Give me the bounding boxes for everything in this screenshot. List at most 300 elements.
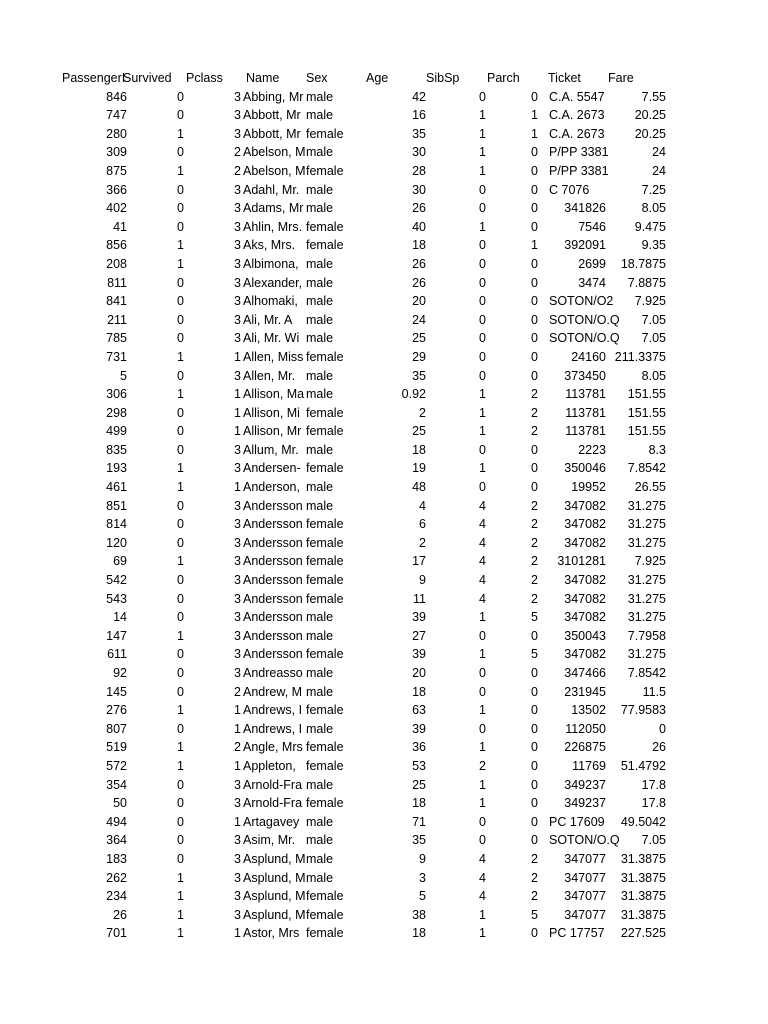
cell-ticket: 3101281 xyxy=(557,554,606,569)
cell-fare: 211.3375 xyxy=(614,349,666,364)
table-row xyxy=(0,701,768,720)
table-row xyxy=(0,125,768,144)
cell-survived: 0 xyxy=(177,535,184,550)
cell-sex: female xyxy=(306,647,344,662)
cell-name: Asplund, M xyxy=(243,870,306,885)
cell-age: 30 xyxy=(412,145,426,160)
cell-age: 35 xyxy=(412,126,426,141)
cell-passengerid: 183 xyxy=(106,851,127,866)
cell-age: 53 xyxy=(412,758,426,773)
cell-pclass: 1 xyxy=(234,814,241,829)
cell-sibsp: 1 xyxy=(479,926,486,941)
table-row xyxy=(0,218,768,237)
cell-sex: female xyxy=(306,535,344,550)
cell-name: Andersson xyxy=(243,517,303,532)
cell-ticket: 113781 xyxy=(565,405,606,420)
cell-sibsp: 0 xyxy=(479,89,486,104)
cell-parch: 2 xyxy=(531,554,538,569)
cell-survived: 1 xyxy=(177,758,184,773)
cell-age: 20 xyxy=(412,666,426,680)
cell-passengerid: 120 xyxy=(106,535,127,550)
cell-parch: 1 xyxy=(531,238,538,253)
cell-ticket: 347082 xyxy=(564,647,606,662)
cell-ticket: C.A. 2673 xyxy=(549,108,605,123)
cell-survived: 0 xyxy=(177,108,184,123)
cell-name: Allum, Mr. xyxy=(243,442,299,457)
cell-fare: 8.05 xyxy=(641,368,666,383)
cell-pclass: 1 xyxy=(234,480,241,495)
spreadsheet xyxy=(0,69,768,943)
cell-passengerid: 402 xyxy=(106,201,127,216)
cell-sex: male xyxy=(306,498,334,513)
table-row xyxy=(0,794,768,813)
cell-name: Adams, Mr xyxy=(243,201,304,216)
header-sibsp: SibSp xyxy=(426,71,460,85)
cell-ticket: P/PP 3381 xyxy=(549,163,609,178)
cell-parch: 0 xyxy=(531,666,538,680)
cell-ticket: PC 17609 xyxy=(549,814,605,829)
cell-pclass: 3 xyxy=(234,666,241,680)
cell-age: 20 xyxy=(412,294,426,309)
cell-ticket: 13502 xyxy=(571,703,606,718)
cell-age: 40 xyxy=(412,219,426,234)
cell-name: Adahl, Mr. xyxy=(243,182,300,197)
cell-parch: 2 xyxy=(531,851,538,866)
cell-name: Ali, Mr. A xyxy=(243,312,293,327)
cell-name: Arnold-Fra xyxy=(243,796,303,811)
cell-passengerid: 211 xyxy=(107,312,127,327)
cell-ticket: 347082 xyxy=(564,517,606,532)
cell-survived: 0 xyxy=(177,777,184,792)
cell-ticket: 392091 xyxy=(564,238,606,253)
cell-fare: 31.275 xyxy=(627,573,666,588)
cell-parch: 0 xyxy=(531,349,538,364)
cell-sex: male xyxy=(306,833,334,848)
cell-pclass: 3 xyxy=(234,219,241,234)
cell-age: 39 xyxy=(412,610,426,625)
cell-sibsp: 4 xyxy=(479,573,486,588)
cell-pclass: 3 xyxy=(234,238,241,253)
cell-sibsp: 0 xyxy=(479,331,486,346)
table-row xyxy=(0,590,768,609)
cell-sibsp: 1 xyxy=(479,126,486,141)
cell-sex: male xyxy=(306,275,334,290)
cell-sex: female xyxy=(306,461,344,476)
cell-sibsp: 0 xyxy=(479,833,486,848)
cell-pclass: 2 xyxy=(234,740,241,755)
cell-pclass: 3 xyxy=(234,535,241,550)
table-row xyxy=(0,292,768,311)
cell-name: Asim, Mr. xyxy=(243,833,296,848)
cell-name: Andersson xyxy=(243,554,303,569)
cell-fare: 9.475 xyxy=(634,219,666,234)
cell-passengerid: 701 xyxy=(106,926,127,941)
cell-passengerid: 543 xyxy=(106,591,127,606)
cell-survived: 0 xyxy=(177,517,184,532)
cell-pclass: 3 xyxy=(234,442,241,457)
cell-parch: 2 xyxy=(531,387,538,402)
cell-fare: 11.5 xyxy=(642,684,666,699)
cell-parch: 0 xyxy=(531,721,538,736)
cell-sibsp: 0 xyxy=(479,684,486,699)
cell-parch: 0 xyxy=(531,814,538,829)
cell-fare: 7.05 xyxy=(641,331,666,346)
cell-age: 9 xyxy=(419,573,426,588)
table-row xyxy=(0,664,768,683)
cell-age: 29 xyxy=(412,349,426,364)
cell-parch: 2 xyxy=(531,870,538,885)
cell-sex: female xyxy=(306,740,344,755)
cell-survived: 0 xyxy=(177,145,184,160)
cell-pclass: 3 xyxy=(234,517,241,532)
cell-age: 25 xyxy=(412,424,426,439)
cell-parch: 1 xyxy=(531,108,538,123)
cell-fare: 7.7958 xyxy=(627,628,666,643)
cell-age: 17 xyxy=(412,554,426,569)
cell-age: 48 xyxy=(412,480,426,495)
cell-survived: 1 xyxy=(177,387,184,402)
cell-parch: 2 xyxy=(531,424,538,439)
table-row xyxy=(0,274,768,293)
cell-fare: 9.35 xyxy=(641,238,666,253)
header-name: Name xyxy=(246,71,280,85)
table-row xyxy=(0,348,768,367)
cell-parch: 0 xyxy=(531,368,538,383)
cell-pclass: 3 xyxy=(234,889,241,904)
cell-sex: male xyxy=(306,182,334,197)
header-ticket: Ticket xyxy=(548,71,581,85)
cell-sibsp: 1 xyxy=(479,796,486,811)
cell-sex: male xyxy=(306,89,334,104)
cell-survived: 0 xyxy=(177,498,184,513)
cell-fare: 7.8875 xyxy=(627,275,666,290)
table-row xyxy=(0,199,768,218)
cell-survived: 0 xyxy=(177,331,184,346)
table-row xyxy=(0,720,768,739)
cell-sex: male xyxy=(306,814,334,829)
table-row xyxy=(0,404,768,423)
table-row xyxy=(0,441,768,460)
cell-name: Andersson xyxy=(243,610,303,625)
cell-ticket: 341826 xyxy=(564,201,606,216)
cell-passengerid: 280 xyxy=(106,126,127,141)
table-row xyxy=(0,497,768,516)
cell-sex: female xyxy=(306,889,344,904)
cell-passengerid: 731 xyxy=(106,349,127,364)
table-row xyxy=(0,329,768,348)
cell-pclass: 3 xyxy=(234,573,241,588)
cell-survived: 0 xyxy=(177,684,184,699)
cell-ticket: 2223 xyxy=(578,442,606,457)
cell-fare: 20.25 xyxy=(634,126,666,141)
cell-sex: female xyxy=(306,126,344,141)
header-parch: Parch xyxy=(487,71,520,85)
cell-name: Abelson, M xyxy=(243,145,306,160)
cell-pclass: 3 xyxy=(234,294,241,309)
cell-pclass: 1 xyxy=(234,405,241,420)
cell-fare: 7.05 xyxy=(641,312,666,327)
cell-age: 16 xyxy=(412,108,426,123)
cell-name: Asplund, M xyxy=(243,907,306,922)
cell-parch: 0 xyxy=(531,182,538,197)
cell-parch: 0 xyxy=(531,926,538,941)
cell-passengerid: 461 xyxy=(106,480,127,495)
cell-ticket: 24160 xyxy=(571,349,606,364)
cell-age: 6 xyxy=(419,517,426,532)
cell-survived: 0 xyxy=(177,182,184,197)
table-row xyxy=(0,831,768,850)
cell-ticket: SOTON/O.Q xyxy=(549,312,620,327)
cell-parch: 0 xyxy=(531,442,538,457)
cell-parch: 2 xyxy=(531,498,538,513)
cell-fare: 151.55 xyxy=(627,387,666,402)
cell-age: 11 xyxy=(413,591,426,606)
cell-sex: male xyxy=(306,666,334,680)
cell-passengerid: 5 xyxy=(120,368,127,383)
cell-pclass: 1 xyxy=(234,424,241,439)
table-row xyxy=(0,627,768,646)
cell-sex: male xyxy=(306,387,334,402)
cell-age: 71 xyxy=(412,814,426,829)
header-age: Age xyxy=(366,71,389,85)
cell-sex: male xyxy=(306,331,334,346)
cell-name: Abbing, Mr xyxy=(243,89,304,104)
cell-age: 36 xyxy=(412,740,426,755)
cell-parch: 0 xyxy=(531,256,538,271)
cell-sex: female xyxy=(306,405,344,420)
cell-survived: 0 xyxy=(177,405,184,420)
cell-name: Asplund, M xyxy=(243,851,306,866)
cell-survived: 1 xyxy=(177,740,184,755)
cell-name: Andersson xyxy=(243,628,303,643)
cell-sibsp: 0 xyxy=(479,256,486,271)
cell-name: Andrew, M xyxy=(243,684,303,699)
cell-ticket: 347466 xyxy=(564,666,606,680)
cell-passengerid: 572 xyxy=(106,758,127,773)
cell-pclass: 2 xyxy=(234,684,241,699)
cell-sex: female xyxy=(306,758,344,773)
cell-fare: 31.3875 xyxy=(620,889,666,904)
cell-parch: 0 xyxy=(531,740,538,755)
cell-ticket: SOTON/O.Q xyxy=(549,833,620,848)
cell-ticket: 347082 xyxy=(564,610,606,625)
table-row xyxy=(0,459,768,478)
cell-pclass: 3 xyxy=(234,498,241,513)
cell-sex: female xyxy=(306,219,344,234)
cell-age: 2 xyxy=(419,405,426,420)
cell-survived: 0 xyxy=(177,312,184,327)
cell-survived: 0 xyxy=(177,89,184,104)
cell-passengerid: 41 xyxy=(113,219,127,234)
cell-age: 26 xyxy=(412,275,426,290)
cell-name: Asplund, M xyxy=(243,889,306,904)
table-row xyxy=(0,385,768,404)
cell-passengerid: 611 xyxy=(107,647,127,662)
cell-ticket: SOTON/O.Q xyxy=(549,331,620,346)
cell-sibsp: 1 xyxy=(479,647,486,662)
cell-sex: female xyxy=(306,554,344,569)
cell-fare: 26 xyxy=(652,740,666,755)
cell-passengerid: 835 xyxy=(106,442,127,457)
table-row xyxy=(0,776,768,795)
cell-ticket: 7546 xyxy=(578,219,606,234)
cell-ticket: P/PP 3381 xyxy=(549,145,609,160)
cell-sex: male xyxy=(306,684,334,699)
cell-passengerid: 298 xyxy=(106,405,127,420)
cell-fare: 24 xyxy=(652,163,666,178)
table-row xyxy=(0,645,768,664)
cell-name: Anderson, xyxy=(243,480,300,495)
cell-ticket: 347082 xyxy=(564,591,606,606)
cell-name: Aks, Mrs. xyxy=(243,238,296,253)
cell-sex: male xyxy=(306,256,334,271)
cell-ticket: 347082 xyxy=(564,535,606,550)
cell-age: 9 xyxy=(419,851,426,866)
cell-parch: 1 xyxy=(531,126,538,141)
cell-sex: male xyxy=(306,610,334,625)
cell-name: Ahlin, Mrs. xyxy=(243,219,303,234)
cell-passengerid: 366 xyxy=(106,182,127,197)
table-row xyxy=(0,88,768,107)
cell-sex: female xyxy=(306,926,344,941)
cell-ticket: 226875 xyxy=(564,740,606,755)
cell-pclass: 3 xyxy=(234,554,241,569)
cell-sibsp: 0 xyxy=(479,294,486,309)
cell-age: 39 xyxy=(412,647,426,662)
cell-pclass: 3 xyxy=(234,368,241,383)
cell-parch: 0 xyxy=(531,331,538,346)
cell-name: Andersson xyxy=(243,535,303,550)
cell-name: Artagavey xyxy=(243,814,300,829)
cell-age: 42 xyxy=(412,89,426,104)
cell-sex: male xyxy=(306,721,334,736)
cell-survived: 1 xyxy=(177,238,184,253)
cell-parch: 0 xyxy=(531,294,538,309)
cell-pclass: 3 xyxy=(234,833,241,848)
cell-name: Ali, Mr. Wi xyxy=(243,331,300,346)
cell-survived: 0 xyxy=(177,368,184,383)
cell-pclass: 3 xyxy=(234,126,241,141)
cell-name: Angle, Mrs xyxy=(243,740,303,755)
cell-pclass: 2 xyxy=(234,145,241,160)
table-row xyxy=(0,311,768,330)
cell-age: 63 xyxy=(412,703,426,718)
cell-parch: 5 xyxy=(531,647,538,662)
cell-pclass: 3 xyxy=(234,870,241,885)
cell-pclass: 3 xyxy=(234,89,241,104)
cell-sibsp: 0 xyxy=(479,480,486,495)
cell-age: 24 xyxy=(412,312,426,327)
cell-passengerid: 262 xyxy=(106,870,127,885)
cell-passengerid: 856 xyxy=(106,238,127,253)
cell-survived: 0 xyxy=(177,721,184,736)
cell-sex: male xyxy=(306,851,334,866)
table-row xyxy=(0,571,768,590)
table-row xyxy=(0,162,768,181)
table-row xyxy=(0,869,768,888)
cell-sibsp: 0 xyxy=(479,349,486,364)
cell-name: Allison, Ma xyxy=(243,387,305,402)
cell-ticket: PC 17757 xyxy=(549,926,605,941)
cell-pclass: 3 xyxy=(234,796,241,811)
cell-age: 28 xyxy=(412,163,426,178)
cell-pclass: 3 xyxy=(234,108,241,123)
cell-name: Arnold-Fra xyxy=(243,777,303,792)
table-row xyxy=(0,813,768,832)
cell-sibsp: 4 xyxy=(479,498,486,513)
cell-pclass: 3 xyxy=(234,256,241,271)
cell-passengerid: 811 xyxy=(107,275,127,290)
cell-parch: 0 xyxy=(531,758,538,773)
table-row xyxy=(0,181,768,200)
cell-sex: male xyxy=(306,201,334,216)
cell-age: 38 xyxy=(412,907,426,922)
cell-pclass: 1 xyxy=(234,349,241,364)
cell-parch: 2 xyxy=(531,591,538,606)
cell-parch: 2 xyxy=(531,405,538,420)
cell-sibsp: 1 xyxy=(479,461,486,476)
cell-sibsp: 4 xyxy=(479,554,486,569)
cell-pclass: 3 xyxy=(234,461,241,476)
cell-passengerid: 851 xyxy=(106,498,127,513)
cell-ticket: C.A. 2673 xyxy=(549,126,605,141)
cell-fare: 77.9583 xyxy=(620,703,666,718)
cell-pclass: 3 xyxy=(234,201,241,216)
cell-sibsp: 2 xyxy=(479,758,486,773)
cell-survived: 0 xyxy=(177,666,184,680)
cell-fare: 17.8 xyxy=(641,796,666,811)
cell-survived: 0 xyxy=(177,833,184,848)
cell-pclass: 1 xyxy=(234,721,241,736)
cell-name: Astor, Mrs xyxy=(243,926,300,941)
table-row xyxy=(0,850,768,869)
cell-passengerid: 364 xyxy=(106,833,127,848)
cell-parch: 5 xyxy=(531,610,538,625)
table-body xyxy=(0,88,768,943)
cell-fare: 7.8542 xyxy=(627,461,666,476)
cell-sex: female xyxy=(306,796,344,811)
cell-sibsp: 1 xyxy=(479,610,486,625)
table-row xyxy=(0,757,768,776)
cell-pclass: 2 xyxy=(234,163,241,178)
cell-name: Andersson xyxy=(243,647,303,662)
table-row xyxy=(0,608,768,627)
cell-parch: 0 xyxy=(531,628,538,643)
cell-age: 18 xyxy=(412,684,426,699)
cell-fare: 8.3 xyxy=(648,442,666,457)
cell-sibsp: 1 xyxy=(479,907,486,922)
cell-sex: female xyxy=(306,424,344,439)
cell-passengerid: 309 xyxy=(106,145,127,160)
cell-fare: 24 xyxy=(652,145,666,160)
cell-fare: 151.55 xyxy=(627,405,666,420)
cell-sibsp: 0 xyxy=(479,628,486,643)
cell-age: 18 xyxy=(412,796,426,811)
cell-pclass: 3 xyxy=(234,647,241,662)
cell-name: Andersson xyxy=(243,573,303,588)
header-passengerid: PassengerI xyxy=(62,71,126,85)
cell-sibsp: 0 xyxy=(479,814,486,829)
cell-sibsp: 0 xyxy=(479,442,486,457)
cell-sibsp: 4 xyxy=(479,889,486,904)
cell-sex: female xyxy=(306,163,344,178)
header-sex: Sex xyxy=(306,71,328,85)
cell-fare: 31.3875 xyxy=(620,851,666,866)
cell-age: 25 xyxy=(412,331,426,346)
header-pclass: Pclass xyxy=(186,71,223,85)
cell-survived: 1 xyxy=(177,256,184,271)
cell-pclass: 3 xyxy=(234,628,241,643)
